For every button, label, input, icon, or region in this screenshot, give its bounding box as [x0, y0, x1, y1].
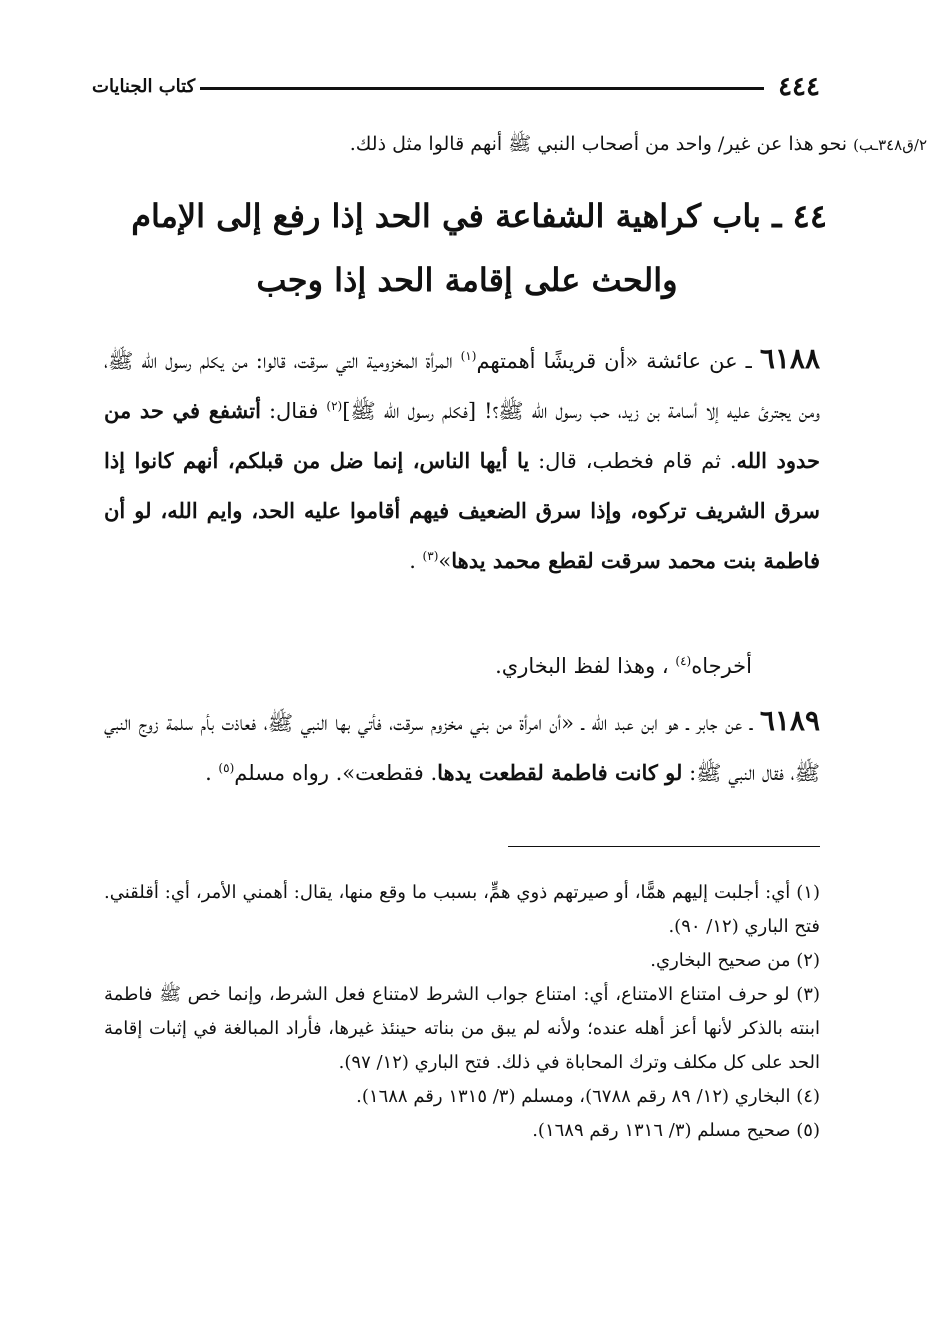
footnotes: [104, 876, 820, 1148]
hadith-text: . ثم قام فخطب، قال:: [529, 449, 737, 473]
footnote-ref: (٣): [422, 549, 439, 563]
footnote-5: (٥) صحيح مسلم (٣/ ١٣١٦ رقم ١٦٨٩).: [532, 1120, 820, 1141]
takhrij-text: ، وهذا لفظ البخاري.: [495, 654, 676, 678]
hadith-text: ـ عن عائشة «أن قريشًا أهمتهم: [476, 349, 760, 373]
chapter-title-line-2: والحث على إقامة الحد إذا وجب: [256, 261, 678, 299]
book-title: كتاب الجنايات: [92, 76, 196, 97]
hadith-number: ٦١٨٩: [759, 704, 820, 737]
chapter-title-line-1: ٤٤ ـ باب كراهية الشفاعة في الحد إذا رفع إلى الإمام: [131, 197, 827, 235]
footnote-ref: (٢): [326, 399, 343, 413]
prophetic-speech: لو كانت فاطمة لقطعت يدها: [437, 760, 683, 785]
footnote-ref: (٥): [218, 761, 235, 775]
footnote-3: (٣) لو حرف امتناع الامتناع، أي: امتناع جواب الشرط لامتناع فعل الشرط، وإنما خص ﷺ فاطمة ابنته بالذكر لأنها أعز أهله عنده؛ ولأنه لم يبق من بناته حينئذ غيرها، فأراد المبالغة في إثبات إقامة الحد على كل مكلف وترك المحاباة في ذلك. فتح الباري (١٢/ ٩٧).: [104, 984, 820, 1073]
footnote-1: (١) أي: أجلبت إليهم همًّا، أو صيرتهم ذوي همٍّ، بسبب ما وقع منها، يقال: أهمني الأمر، أي: أقلقني. فتح الباري (١٢/ ٩٠).: [104, 882, 820, 937]
manuscript-ref: ٢/ق٣٤٨ـب): [853, 136, 927, 154]
takhrij-text: أخرجاه: [691, 654, 752, 678]
hadith-text: »: [438, 549, 452, 573]
chapter-heading: [107, 184, 827, 312]
continuation-line: [7, 126, 927, 163]
hadith-text: ـ عن جابر ـ هو ابن عبد الله ـ «أن امرأة من بني مخزوم سرقت، فأتي بها النبي ﷺ، فعاذت بأم سلمة زوج النبي ﷺ، فقال النبي ﷺ:: [104, 711, 820, 785]
header-rule: [200, 87, 764, 90]
hadith-text: .: [409, 549, 423, 573]
footnote-4: (٤) البخاري (١٢/ ٨٩ رقم ٦٧٨٨)، ومسلم (٣/ ١٣١٥ رقم ١٦٨٨).: [356, 1086, 820, 1107]
footnote-separator: [508, 846, 820, 847]
takhrij-line: [495, 646, 752, 686]
prophetic-speech: أتشفع في حد من حدود الله: [104, 398, 820, 473]
footnote-ref: (٤): [675, 654, 692, 668]
hadith-6189: [104, 696, 820, 798]
hadith-text: فقال:: [260, 399, 327, 423]
hadith-number: ٦١٨٨: [759, 342, 820, 375]
page-number: ٤٤٤: [778, 72, 820, 102]
footnote-2: (٢) من صحيح البخاري.: [650, 950, 820, 971]
footnote-ref: (١): [460, 349, 477, 363]
hadith-text: .: [205, 761, 219, 785]
hadith-text: المرأة المخزومية التي سرقت، قالوا: من يكلم رسول الله ﷺ، ومن يجترئ عليه إلا أسامة بن زيد، حب رسول الله ﷺ؟! [فكلم رسول الله ﷺ]: [104, 349, 820, 423]
hadith-text: . فقطعت». رواه مسلم: [234, 761, 438, 785]
prophetic-speech: يا أيها الناس، إنما ضل من قبلكم، أنهم كانوا إذا سرق الشريف تركوه، وإذا سرق الضعيف فيهم أقاموا عليه الحد، وايم الله، لو أن فاطمة بنت محمد سرقت لقطع محمد يدها: [104, 448, 820, 573]
page-header: [92, 70, 820, 104]
hadith-6188: [104, 334, 820, 586]
continuation-text: نحو هذا عن غير/ واحد من أصحاب النبي ﷺ أنهم قالوا مثل ذلك.: [349, 133, 848, 155]
